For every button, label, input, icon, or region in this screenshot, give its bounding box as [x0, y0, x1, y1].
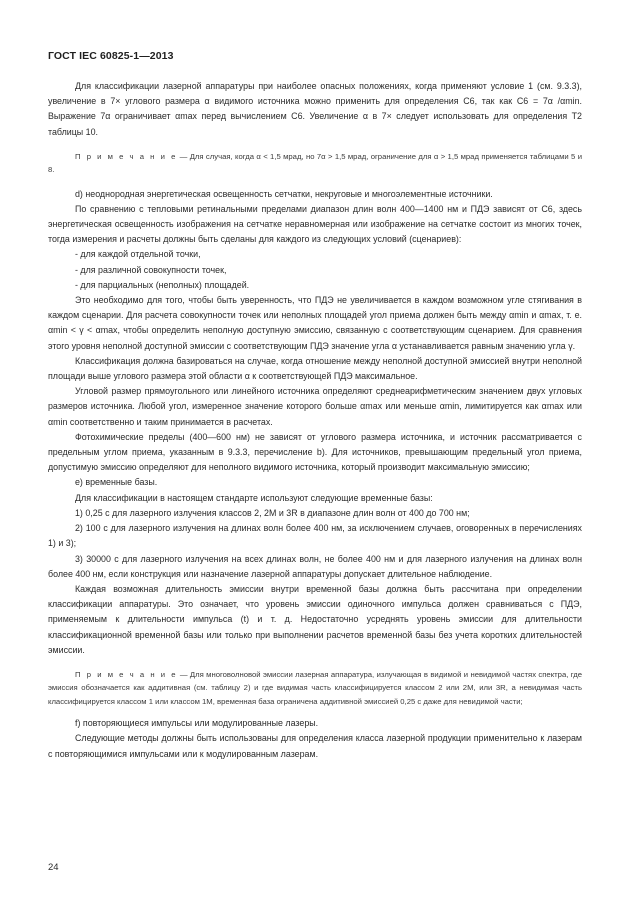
note-label: П р и м е ч а н и е [75, 669, 178, 679]
note-text: — Для случая, когда α < 1,5 мрад, но 7α > 1,5 мрад, ограничение для α > 1,5 мрад применяется таблицами 5 и 8. [48, 151, 582, 175]
note-label: П р и м е ч а н и е [75, 151, 178, 161]
paragraph: Угловой размер прямоугольного или линейного источника определяют среднеарифметическим значением двух угловых размеров источника. Любой угол, измеренное значение которого больше αmax или меньше αmin, лимитируется как αmax или αmin соответственно и таким принимается в расчетах. [48, 386, 582, 427]
paragraph: Для классификации лазерной аппаратуры при наиболее опасных положениях, когда применяют условие 1 (см. 9.3.3), увеличение в 7× углового размера α видимого источника можно применить для определения C6, так как C6 = 7α /αmin. Выражение 7α ограничивает αmax перед вычислением C6. Увеличение α в 7× следует использовать для определения T2 таблицы 10. [48, 81, 582, 137]
page-content [48, 79, 582, 762]
section-heading-e: e) временные базы. [75, 477, 158, 488]
paragraph: Фотохимические пределы (400—600 нм) не зависят от углового размера источника, и источник рассматривается с предельным углом приема, указанным в 9.3.3, перечисление b). Для источников, превышающим предельный угол приема, допустимую эмиссию определяют для неполного видимого источника, который производит максимальную эмиссию; [48, 431, 582, 473]
list-item: - для каждой отдельной точки, [75, 249, 201, 260]
section-heading-d: d) неоднородная энергетическая освещенность сетчатки, некруговые и многоэлементные источники. [75, 188, 493, 199]
list-item: 3) 30000 с для лазерного излучения на всех длинах волн, не более 400 нм и для лазерного излучения на длинах волн более 400 нм, если конструкция или назначение лазерной аппаратуры допускает длительное наблюдение. [48, 553, 582, 579]
paragraph: Следующие методы должны быть использованы для определения класса лазерной продукции применительно к лазерам с повторяющимися импульсами или к модулированным лазерам. [48, 733, 582, 759]
list-item: - для парциальных (неполных) площадей. [75, 279, 250, 290]
list-item: 2) 100 с для лазерного излучения на длинах волн более 400 нм, за исключением случаев, оговоренных в перечислениях 1) и 3); [48, 523, 582, 549]
note [48, 668, 582, 708]
paragraph: Для классификации в настоящем стандарте используют следующие временные базы: [75, 492, 433, 503]
paragraph: Каждая возможная длительность эмиссии внутри временной базы должна быть рассчитана при определении классификации аппаратуры. Это означает, что уровень эмиссии одиночного импульса должен сравниваться с ПДЭ, применяемым к длительности импульса (t) и т. д. Недостаточно усреднять уровень эмиссии для длительности классификационной временной базы или только при выполнении расчетов временной базы без учета коротких длительностей эмиссии. [48, 583, 582, 655]
list-item: - для различной совокупности точек, [75, 264, 227, 275]
paragraph: По сравнению с тепловыми ретинальными пределами диапазон длин волн 400—1400 нм и ПДЭ зависят от C6, здесь энергетическая освещенность изображения на сетчатке неравномерная или изображение на сетчатке состоит из многих точек, тогда измерения и расчеты должны быть сделаны для каждого из следующих условий (сценариев): [48, 203, 582, 245]
document-header: ГОСТ IEC 60825-1—2013 [48, 50, 174, 62]
paragraph: Это необходимо для того, чтобы быть уверенность, что ПДЭ не увеличивается в каждом возможном угле стягивания в каждом сценарии. Для расчета совокупности точек или неполных площадей угол приема должен быть между αmin и αmax, т. е. αmin < γ < αmax, чтобы определить неполную доступную эмиссию, связанную с соответствующим сценарием. Для сравнения этого уровня неполной доступной эмиссии с соответствующим ПДЭ значение угла α устанавливается равным значению угла γ. [48, 295, 582, 351]
page-number: 24 [48, 862, 59, 873]
list-item: 1) 0,25 с для лазерного излучения классов 2, 2М и 3R в диапазоне длин волн от 400 до 700 нм; [75, 507, 470, 518]
section-heading-f: f) повторяющиеся импульсы или модулированные лазеры. [75, 718, 319, 729]
note-text: — Для многоволновой эмиссии лазерная аппаратура, излучающая в видимой и невидимой частях спектра, где эмиссия обозначается как аддитивная (см. таблицу 2) и где видимая часть классифицируется классом 2 или 2М, или 3R, а невидимая часть классифицируется классом 1 или классом 1М, временная база ограничена аддитивной эмиссией 0,25 с даже для невидимой части; [48, 669, 582, 706]
paragraph: Классификация должна базироваться на случае, когда отношение между неполной доступной эмиссией внутри неполной площади выше углового размера этой области α к соответствующей ПДЭ максимальное. [48, 355, 582, 382]
note [48, 150, 582, 177]
